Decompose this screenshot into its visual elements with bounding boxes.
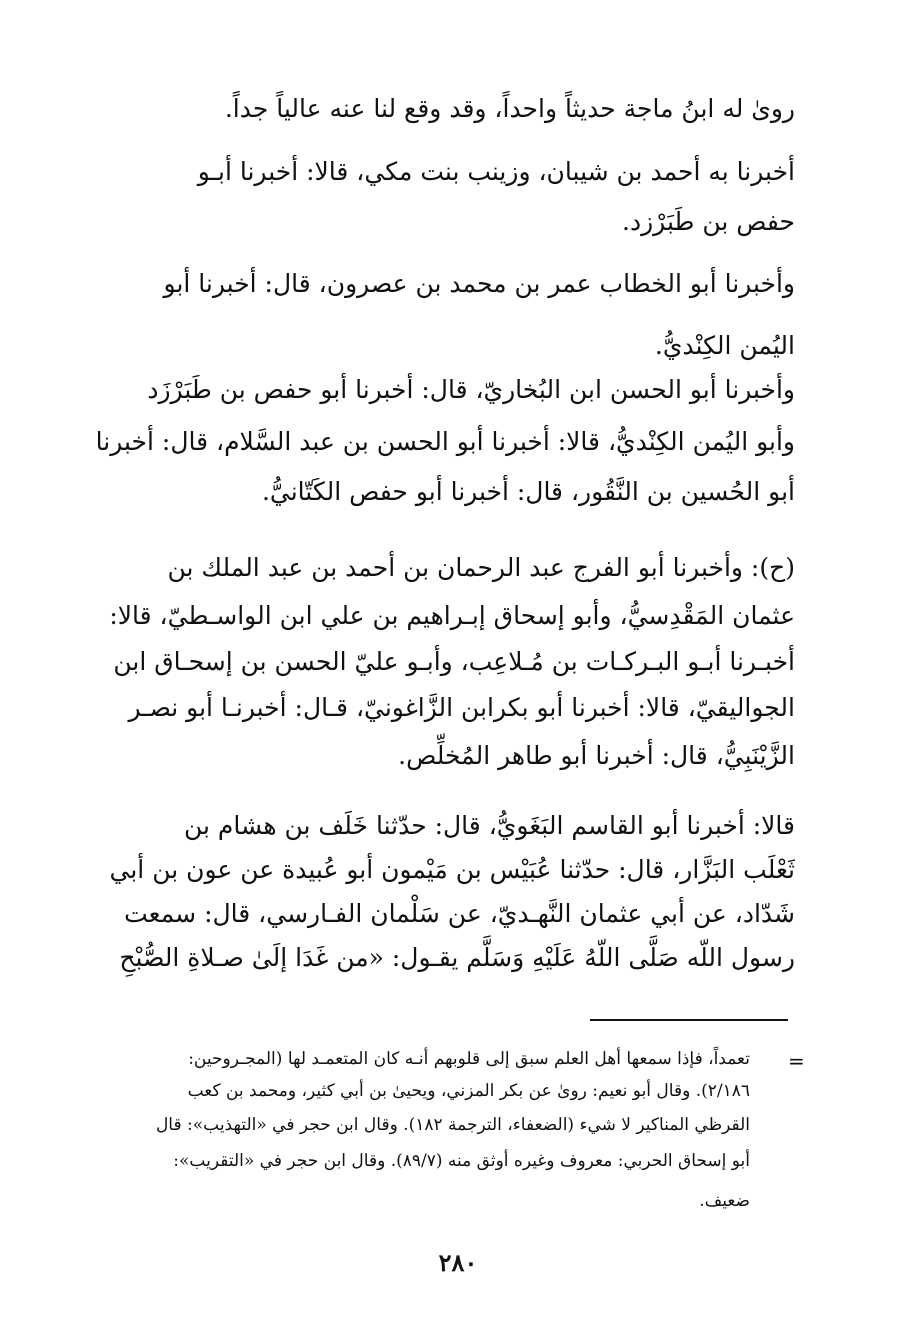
footnote-continuation-mark: =: [788, 1049, 805, 1073]
text-line: (ح): وأخبرنا أبو الفرج عبد الرحمان بن أحمد بن عبد الملك بن: [167, 553, 795, 582]
footnote-line: القرظي المناكير لا شيء (الضعفاء، الترجمة ١٨٢). وقال ابن حجر في «التهذيب»: قال: [155, 1115, 750, 1135]
text-line: الجواليقيّ، قالا: أخبرنا أبو بكرابن الزَّاغونيّ، قـال: أخبرنـا أبو نصـر: [128, 693, 795, 722]
footnote-line: ٢/١٨٦). وقال أبو نعيم: روىٰ عن بكر المزني، ويحيىٰ بن أبي كثير، ومحمد بن كعب: [187, 1081, 750, 1101]
text-line: وأخبرنا أبو الخطاب عمر بن محمد بن عصرون، قال: أخبرنا أبو: [163, 269, 795, 298]
text-line: شَدّاد، عن أبي عثمان النَّهـديّ، عن سَلْمان الفـارسي، قال: سمعت: [124, 899, 795, 928]
text-line: أخبـرنا أبـو البـركـات بن مُـلاعِب، وأبـو عليّ الحسن بن إسحـاق ابن: [113, 647, 795, 676]
text-line: عثمان المَقْدِسيُّ، وأبو إسحاق إبـراهيم بن علي ابن الواسـطيّ، قالا:: [109, 601, 795, 630]
text-line: أخبرنا به أحمد بن شيبان، وزينب بنت مكي، قالا: أخبرنا أبـو: [197, 157, 795, 186]
text-line: رویٰ له ابنُ ماجة حديثاً واحداً، وقد وقع لنا عنه عالياً جداً.: [224, 94, 795, 123]
footnote-line: ضعيف.: [699, 1191, 750, 1211]
text-line: قالا: أخبرنا أبو القاسم البَغَويُّ، قال: حدّثنا خَلَف بن هشام بن: [184, 811, 795, 840]
text-line: اليُمن الكِنْديُّ.: [654, 331, 795, 360]
text-line: وأبو اليُمن الكِنْديُّ، قالا: أخبرنا أبو الحسن بن عبد السَّلام، قال: أخبرنا: [95, 427, 795, 456]
text-line: ثَعْلَب البَزَّار، قال: حدّثنا عُبَيْس بن مَيْمون أبو عُبيدة عن عون بن أبي: [109, 855, 795, 884]
text-line: وأخبرنا أبو الحسن ابن البُخاريّ، قال: أخبرنا أبو حفص بن طَبَرْزَد: [147, 375, 795, 404]
footnote-line: أبو إسحاق الحربي: معروف وغيره أوثق منه (٨٩/٧). وقال ابن حجر في «التقريب»:: [173, 1151, 750, 1171]
text-line: رسول اللّه صَلَّى اللّهُ عَلَيْهِ وَسَلَّم يقـول: «من غَدَا إلَىٰ صـلاةِ الصُّبْحِ: [119, 943, 795, 972]
text-line: حفص بن طَبَرْزد.: [622, 207, 795, 236]
footnote-line: تعمداً، فإذا سمعها أهل العلم سبق إلى قلوبهم أنـه كان المتعمـد لها (المجـروحين:: [188, 1049, 750, 1069]
text-line: أبو الحُسين بن النَّقُور، قال: أخبرنا أبو حفص الكَتّانيُّ.: [261, 477, 795, 506]
text-line: الزَّيْنَبِيُّ، قال: أخبرنا أبو طاهر المُخلِّص.: [398, 741, 795, 770]
footnote-separator: [590, 1019, 788, 1021]
page-number: ٢٨٠: [438, 1248, 478, 1277]
